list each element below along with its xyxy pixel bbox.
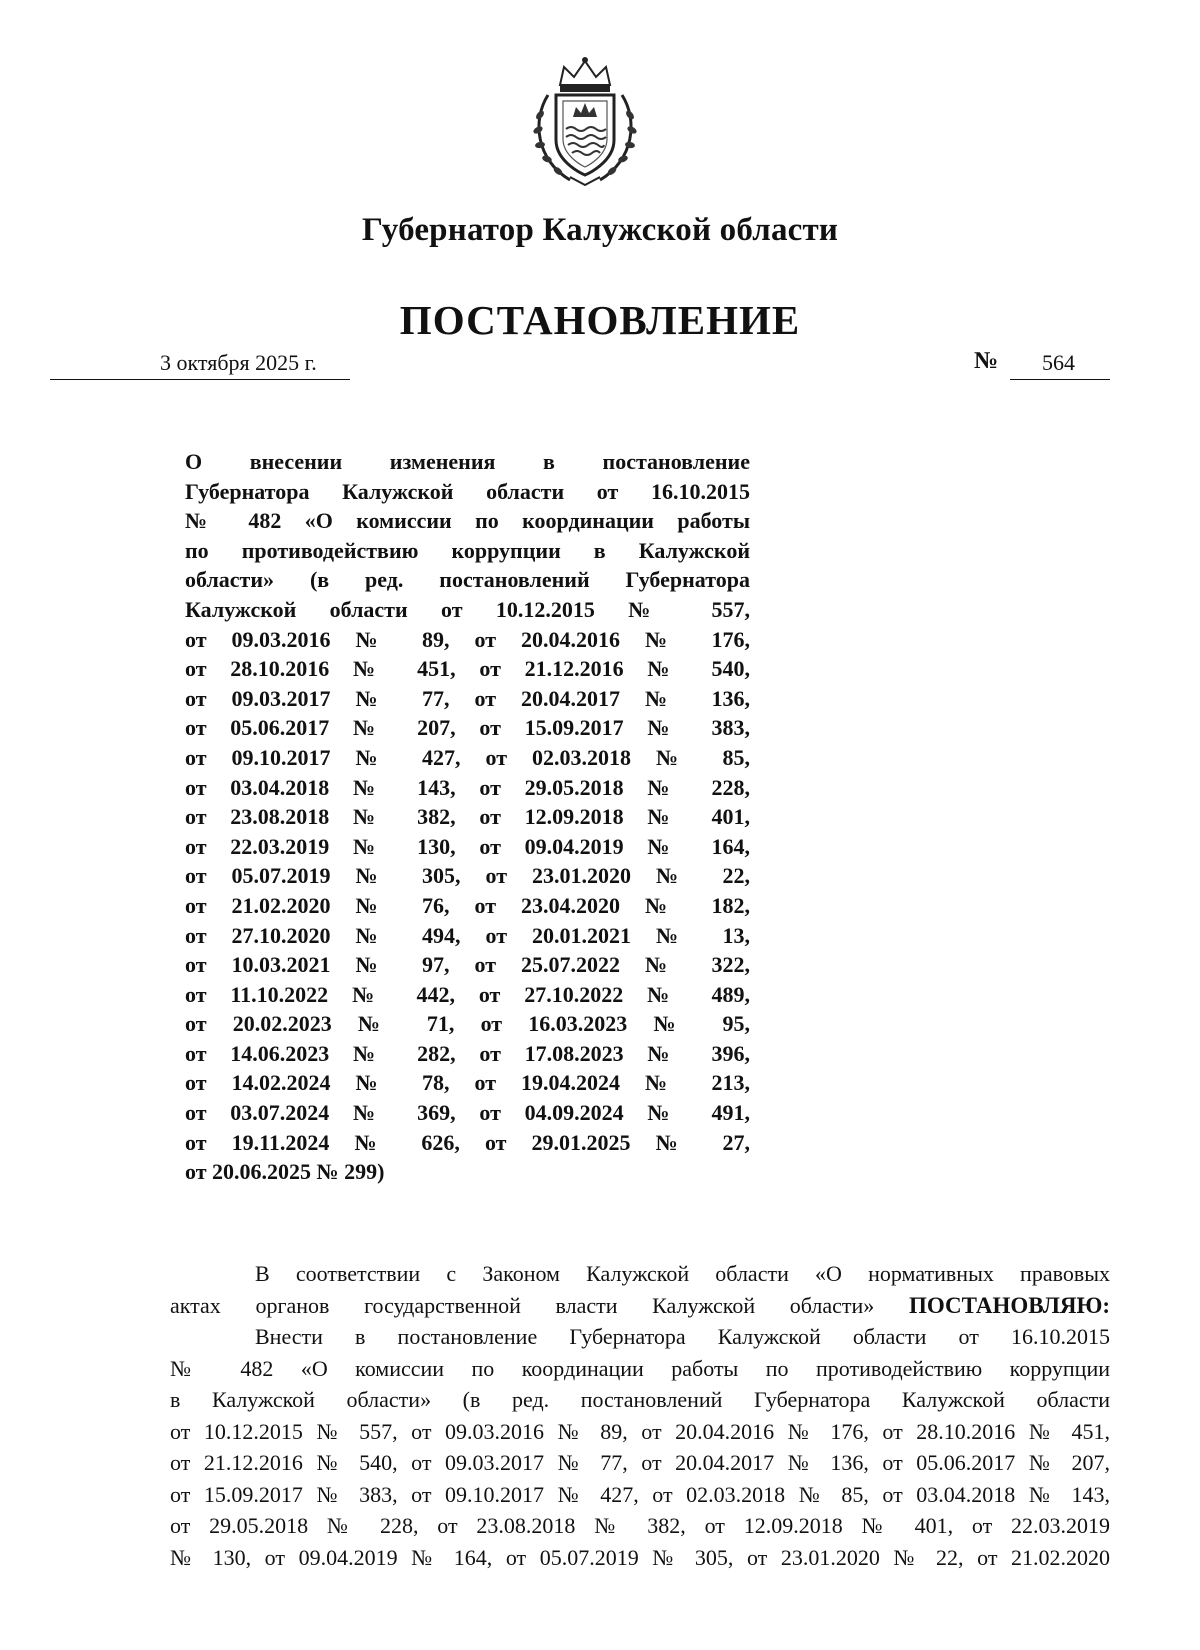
body-line: от 15.09.2017 № 383, от 09.10.2017 № 427, от 02.03.2018 № 85, от 03.04.2018 № 143, <box>170 1481 1110 1507</box>
subject-line: № 482 «О комиссии по координации работы <box>185 508 750 534</box>
subject-line: от 05.07.2019 № 305, от 23.01.2020 № 22, <box>185 863 750 889</box>
subject-line: от 14.02.2024 № 78, от 19.04.2024 № 213, <box>185 1070 750 1096</box>
body-line: от 29.05.2018 № 228, от 23.08.2018 № 382, от 12.09.2018 № 401, от 22.03.2019 <box>170 1513 1110 1538</box>
subject-line: от 10.03.2021 № 97, от 25.07.2022 № 322, <box>185 952 750 978</box>
body-line: от 10.12.2015 № 557, от 09.03.2016 № 89, от 20.04.2016 № 176, от 28.10.2016 № 451, <box>170 1418 1110 1444</box>
document-date: 3 октября 2025 г. <box>160 350 317 375</box>
preamble-line: В соответствии с Законом Калужской области «О нормативных правовых <box>255 1261 1110 1286</box>
document-type-title: ПОСТАНОВЛЕНИЕ <box>399 297 801 343</box>
preamble-line <box>170 1290 1110 1322</box>
subject-line: по противодействию коррупции в Калужской <box>185 537 750 563</box>
preamble-text: актах органов государственной власти Калужской области» <box>170 1292 875 1318</box>
subject-line: от 05.06.2017 № 207, от 15.09.2017 № 383, <box>185 715 750 741</box>
subject-line: от 21.02.2020 № 76, от 23.04.2020 № 182, <box>185 892 750 918</box>
subject-line: от 28.10.2016 № 451, от 21.12.2016 № 540, <box>185 656 750 682</box>
subject-line: от 22.03.2019 № 130, от 09.04.2019 № 164, <box>185 833 750 859</box>
subject-line: области» (в ред. постановлений Губернатора <box>185 567 750 593</box>
subject-line: от 14.06.2023 № 282, от 17.08.2023 № 396, <box>185 1040 750 1066</box>
subject-line: от 20.02.2023 № 71, от 16.03.2023 № 95, <box>185 1011 750 1037</box>
subject-line: Калужской области от 10.12.2015 № 557, <box>185 596 750 622</box>
body-line: № 482 «О комиссии по координации работы по противодействию коррупции <box>170 1355 1110 1381</box>
issuing-authority: Губернатор Калужской области <box>361 212 839 248</box>
subject-line: от 09.10.2017 № 427, от 02.03.2018 № 85, <box>185 744 750 770</box>
subject-line: от 09.03.2016 № 89, от 20.04.2016 № 176, <box>185 626 750 652</box>
kaluga-coat-of-arms-icon <box>530 55 640 190</box>
number-sign: № <box>974 348 999 374</box>
document-number: 564 <box>1042 350 1075 375</box>
subject-line: от 23.08.2018 № 382, от 12.09.2018 № 401, <box>185 804 750 830</box>
document-subject <box>185 447 750 1187</box>
decree-word: ПОСТАНОВЛЯЮ: <box>908 1292 1110 1318</box>
subject-line: от 03.04.2018 № 143, от 29.05.2018 № 228, <box>185 774 750 800</box>
subject-line: О внесении изменения в постановление <box>185 449 750 474</box>
document-body <box>170 1258 1110 1573</box>
subject-line: Губернатора Калужской области от 16.10.2015 <box>185 478 750 504</box>
subject-line: от 03.07.2024 № 369, от 04.09.2024 № 491, <box>185 1100 750 1126</box>
body-line: Внести в постановление Губернатора Калужской области от 16.10.2015 <box>255 1324 1110 1349</box>
body-line: от 21.12.2016 № 540, от 09.03.2017 № 77, от 20.04.2017 № 136, от 05.06.2017 № 207, <box>170 1450 1110 1475</box>
body-line: № 130, от 09.04.2019 № 164, от 05.07.2019 № 305, от 23.01.2020 № 22, от 21.02.2020 <box>170 1544 1110 1570</box>
subject-line: от 20.06.2025 № 299) <box>185 1159 385 1185</box>
subject-line: от 19.11.2024 № 626, от 29.01.2025 № 27, <box>185 1129 750 1155</box>
subject-line: от 09.03.2017 № 77, от 20.04.2017 № 136, <box>185 685 750 711</box>
subject-line: от 11.10.2022 № 442, от 27.10.2022 № 489, <box>185 981 750 1007</box>
subject-line: от 27.10.2020 № 494, от 20.01.2021 № 13, <box>185 922 750 948</box>
body-line: в Калужской области» (в ред. постановлений Губернатора Калужской области <box>170 1387 1110 1412</box>
